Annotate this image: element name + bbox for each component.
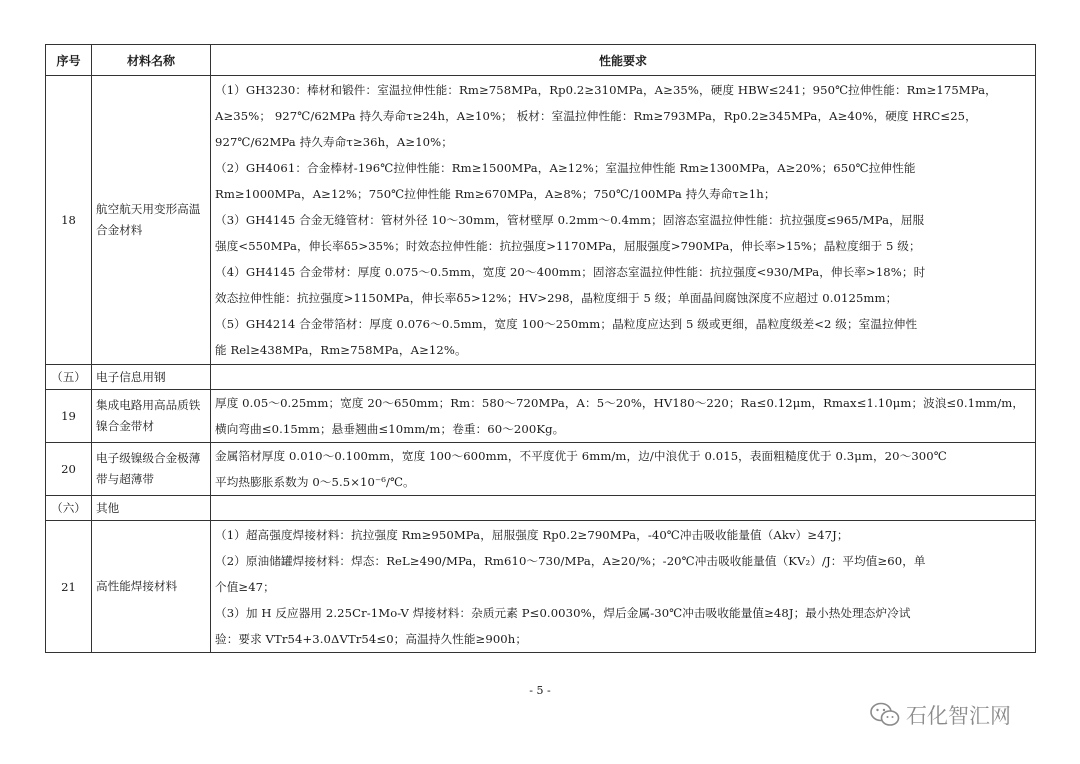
spec-line: （1）超高强度焊接材料：抗拉强度 Rm≥950MPa，屈服强度 Rp0.2≥790MPa，-40℃冲击吸收能量值（Akv）≥47J； <box>215 527 849 542</box>
spec-line: 横向弯曲≤0.15mm；悬垂翘曲≤10mm/m；卷重：60～200Kg。 <box>215 422 565 436</box>
category-row <box>46 365 1036 390</box>
page-number: - 5 - <box>529 684 551 697</box>
empty-cell <box>211 365 1036 390</box>
empty-cell <box>211 496 1036 521</box>
spec-line: （2）原油储罐焊接材料：焊态：ReL≥490/MPa，Rm610～730/MPa，A≥20/%；-20℃冲击吸收能量值（KV₂）/J：平均值≥60，单 <box>215 553 926 568</box>
table-row <box>46 390 1036 443</box>
watermark <box>870 700 1011 730</box>
spec-line: 厚度 0.05～0.25mm；宽度 20～650mm；Rm：580～720MPa，A：5～20%，HV180～220；Ra≤0.12μm，Rmax≤1.10μm；波浪≤0.1mm/m， <box>215 396 1025 410</box>
spec-line: （1）GH3230：棒材和锻件：室温拉伸性能：Rm≥758MPa，Rp0.2≥310MPa，A≥35%，硬度 HBW≤241；950℃拉伸性能：Rm≥175MPa， <box>215 83 997 97</box>
spec-line: 平均热膨胀系数为 0～5.5×10⁻⁶/℃。 <box>215 475 415 489</box>
table-header-row <box>46 45 1036 76</box>
performance-cell <box>211 390 1036 443</box>
watermark-text: 石化智汇网 <box>906 704 1011 728</box>
spec-line: 金属箔材厚度 0.010～0.100mm，宽度 100～600mm，不平度优于 6mm/m，边/中浪优于 0.015，表面粗糙度优于 0.3μm，20～300℃ <box>215 449 947 463</box>
table-row <box>46 76 1036 365</box>
performance-cell <box>211 76 1036 365</box>
header-material-name: 材料名称 <box>92 45 211 76</box>
performance-cell <box>211 443 1036 496</box>
row-number: 19 <box>46 390 92 443</box>
category-number: （六） <box>46 496 92 521</box>
category-number: （五） <box>46 365 92 390</box>
table-row <box>46 521 1036 653</box>
material-name: 高性能焊接材料 <box>92 521 211 653</box>
spec-line: 927℃/62MPa 持久寿命τ≥36h，A≥10%； <box>215 135 453 149</box>
material-name: 电子级镍级合金极薄带与超薄带 <box>92 443 211 496</box>
spec-line: 个值≥47； <box>215 579 275 594</box>
row-number: 20 <box>46 443 92 496</box>
spec-line: A≥35%； 927℃/62MPa 持久寿命τ≥24h，A≥10%； 板材：室温拉伸性能：Rm≥793MPa，Rp0.2≥345MPa，A≥40%，硬度 HRC≤25， <box>215 109 977 123</box>
wechat-icon <box>870 702 900 728</box>
spec-line: （3）加 H 反应器用 2.25Cr-1Mo-V 焊接材料：杂质元素 P≤0.0030%，焊后金属-30℃冲击吸收能量值≥48J；最小热处理态炉冷试 <box>215 605 911 620</box>
category-name: 其他 <box>92 496 211 521</box>
table-row <box>46 443 1036 496</box>
spec-line: （5）GH4214 合金带箔材：厚度 0.076～0.5mm，宽度 100～250mm；晶粒度应达到 5 级或更细，晶粒度级差<2 级；室温拉伸性 <box>215 317 918 331</box>
row-number: 18 <box>46 76 92 365</box>
spec-table <box>45 44 1036 653</box>
spec-line: （3）GH4145 合金无缝管材：管材外径 10～30mm，管材壁厚 0.2mm～0.4mm；固溶态室温拉伸性能：抗拉强度≤965/MPa，屈服 <box>215 213 925 227</box>
spec-line: （2）GH4061：合金棒材-196℃拉伸性能：Rm≥1500MPa，A≥12%；室温拉伸性能 Rm≥1300MPa，A≥20%；650℃拉伸性能 <box>215 161 916 175</box>
spec-line: Rm≥1000MPa，A≥12%；750℃拉伸性能 Rm≥670MPa，A≥8%；750℃/100MPa 持久寿命τ≥1h； <box>215 187 776 201</box>
material-name: 航空航天用变形高温合金材料 <box>92 76 211 365</box>
spec-line: 能 Rel≥438MPa，Rm≥758MPa，A≥12%。 <box>215 343 467 357</box>
category-name: 电子信息用钢 <box>92 365 211 390</box>
spec-line: 效态拉伸性能：抗拉强度>1150MPa，伸长率δ5>12%；HV>298，晶粒度细于 5 级；单面晶间腐蚀深度不应超过 0.0125mm； <box>215 291 898 305</box>
header-serial: 序号 <box>46 45 92 76</box>
spec-line: （4）GH4145 合金带材：厚度 0.075～0.5mm，宽度 20～400mm；固溶态室温拉伸性能：抗拉强度<930/MPa，伸长率>18%；时 <box>215 265 926 279</box>
material-name: 集成电路用高品质铁镍合金带材 <box>92 390 211 443</box>
spec-line: 验：要求 VTr54+3.0ΔVTr54≤0；高温持久性能≥900h； <box>215 631 528 646</box>
performance-cell <box>211 521 1036 653</box>
row-number: 21 <box>46 521 92 653</box>
category-row <box>46 496 1036 521</box>
spec-line: 强度<550MPa，伸长率δ5>35%；时效态拉伸性能：抗拉强度>1170MPa，屈服强度>790MPa，伸长率>15%；晶粒度细于 5 级； <box>215 239 921 253</box>
header-performance: 性能要求 <box>211 45 1036 76</box>
